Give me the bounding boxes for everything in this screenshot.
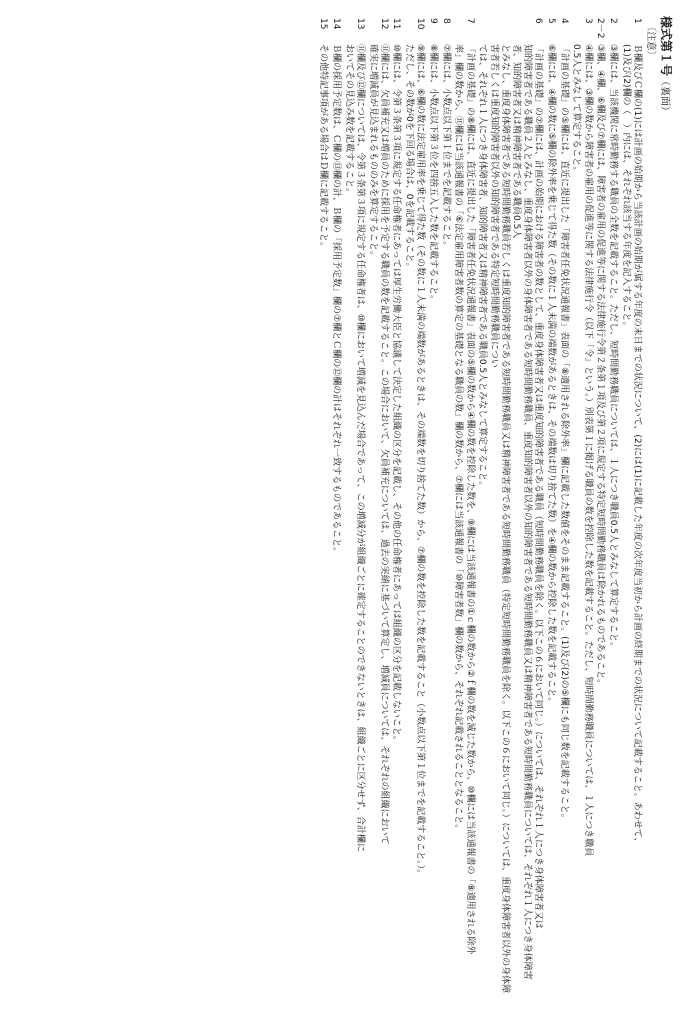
note-line: ⑧欄には、小数点以下第３位を四捨五入した数を記載すること。 <box>428 44 439 305</box>
note-number: 2－2 <box>595 18 606 39</box>
note-body <box>440 44 451 997</box>
note-number: 15 <box>318 18 329 30</box>
note-line: Ｂ欄及びＣ欄の(1)には計画の始期から当該計画の始期が属する年度の末日までの状況について、(2)には(1)に記載した年度の次年度当初から計画の終期までの状況について記載すること。あわせて、 <box>632 44 642 847</box>
note-item <box>594 16 605 997</box>
note-item <box>317 16 328 997</box>
note-body <box>558 44 569 997</box>
note-item <box>390 16 401 997</box>
note-body <box>342 44 364 997</box>
note-item <box>607 16 618 997</box>
note-item <box>342 16 364 997</box>
note-line: 0.5人とみなして算定すること。 <box>571 44 582 176</box>
note-body <box>594 44 605 997</box>
form-side-label: （裏面） <box>659 76 670 117</box>
note-line: おいてその見込み数を記載すること。 <box>343 44 354 198</box>
form-number: 様式第１号 <box>659 16 673 77</box>
note-body <box>452 44 474 997</box>
notes-heading: 〔注意〕 <box>645 22 656 61</box>
note-number: 7 <box>464 18 475 24</box>
note-item <box>620 16 642 997</box>
note-item <box>366 16 388 997</box>
note-number: 5 <box>546 18 557 24</box>
note-line: ⑨欄には、⑥欄の数に法定雇用率を乗じて得た数（その数に１人未満の端数があるときは、その端数を切り捨てた数）から、⑦欄の数を控除した数を記載すること（小数点以下第１位までを記載すること。）。 <box>415 44 426 879</box>
note-line: ③欄には、当該機関に常時勤務する職員の全数を記載すること。ただし、短時間勤務職員については、１人につき職員0.5人とみなして算定すること。 <box>608 44 619 652</box>
note-line: ただし、その数が0を下回る場合は、0を記載すること。 <box>404 44 415 272</box>
note-item <box>570 16 592 997</box>
note-item <box>452 16 474 997</box>
note-number: 2 <box>608 18 619 24</box>
note-line: 確実に増減員が見込まれるもののみを算定すること。 <box>367 44 378 261</box>
note-body <box>390 44 401 997</box>
form-title <box>657 16 673 997</box>
note-number: 10 <box>415 18 426 30</box>
note-body <box>545 44 556 997</box>
note-number: 13 <box>354 18 365 30</box>
note-line: ⑦欄には、小数点以下第１位までを記載すること。 <box>440 44 451 251</box>
note-line: 「計画の基礎」の⑤欄には、直近に提出した「障害者任免状況通報書」表面の「⑧適用される除外率」欄に記載した数値をそのまま記載すること。(1)及び(2)の⑤欄にも同じ数を記載すること。 <box>558 44 569 823</box>
note-line: ⑪欄及び⑫欄については、令第３条第３項に規定する任命権者は、⑩欄において増減を見込んだ場合であって、この増減分が組織ごとに確定することのできないときは、組織ごとに区分せず、合計欄に <box>354 44 365 852</box>
note-line: 「計画の基礎」の⑧欄には、直近に提出した「障害者任免状況通報書」表面の⑤欄の数から④欄の数を控除した数を、⑨欄には当該通報書の①ｃ欄の数から②ｆ欄の数を減じた数から、⑩欄には当該通報書の「⑧適用される除外 <box>464 44 475 955</box>
note-number: 11 <box>391 18 402 30</box>
note-line: ては、それぞれ１人につき身体障害者、知的障害者又は精神障害者である職員0.5人とみなして算定すること。 <box>477 44 488 491</box>
note-body <box>317 44 328 997</box>
note-line: ⑩欄には、令第３条第３項に規定する任命権者にあっては厚生労働大臣と協議して決定した組織の区分を記載し、その他の任命権者にあっては組織の区分を記載しないこと。 <box>391 44 402 745</box>
note-body <box>403 44 425 997</box>
note-line: Ｂ欄の採用予定数は、Ｃ欄の⑬欄の計、Ｂ欄の「採用予定数」欄の⑦欄とＣ欄の⑫欄の計はそれぞれ一致するものであること。 <box>330 44 341 557</box>
note-body <box>607 44 618 997</box>
note-line: ③欄、④欄、⑥欄及び⑦欄には、障害者の雇用の促進等に関する法律施行令第２条第１項及び第２項に規定する特定短時間勤務職員は除かれるものであること。 <box>595 44 606 689</box>
note-line: 率」欄の数から、⑪欄には当該通報書の「⑥法定雇用障害者数の算定の基礎となる職員の数」欄の数から、⑦欄には当該通報書の「⑩障害者数」欄の数から、それぞれ記載されることとなること。 <box>453 44 464 834</box>
notes-list <box>317 16 642 997</box>
note-line: ④欄には、③欄の数から障害者の雇用の促進等に関する法律施行令（以下「令」という。）別表第１に掲げる職員の数を控除した数を記載すること。ただし、短時間勤務職員については、１人につき職員 <box>582 44 593 857</box>
note-item <box>440 16 451 997</box>
note-line: その他特記事項がある場合はＤ欄に記載すること。 <box>318 44 329 252</box>
note-number: 1 <box>632 18 642 24</box>
note-item <box>558 16 569 997</box>
note-line: 知的障害者である職員２人とみなし、重度身体障害者以外の身体障害者である短時間勤務職員、重度知的障害者以外の知的障害者である短時間勤務職員又は精神障害者である短時間勤務職員については、それぞれ１人につき身体障害者、知的障害者又は精神障害者である職員0.5人 <box>510 44 533 980</box>
note-body <box>427 44 438 997</box>
note-item <box>476 16 543 997</box>
note-line: 「計画の基礎」の⑦欄には、計画の始期における障害者の数として、重度身体障害者又は重度知的障害者である職員（短時間勤務職員を除く。以下この６において同じ。）については、それぞれ１人につき身体障害者又は <box>533 44 544 929</box>
note-body <box>476 44 543 997</box>
note-line: ⑪欄には、欠員補充又は増員のために採用を予定する職員の数を記載すること。この場合において、欠員補充については、過去の実績に基づいて算定し、増減員については、それぞれの組織において <box>378 44 389 845</box>
note-item <box>403 16 425 997</box>
note-item <box>330 16 341 997</box>
note-body <box>366 44 388 997</box>
note-number: 14 <box>330 18 341 30</box>
note-item <box>545 16 556 997</box>
note-number: 12 <box>378 18 389 30</box>
note-body <box>620 44 642 997</box>
note-line: (1)及び(2)欄の（ ）内には、それぞれ該当する年度を記入すること。 <box>620 44 631 331</box>
note-line: ⑥欄には、④欄の数に⑤欄の除外率を乗じて得た数（その数に１人未満の端数があるときは、その端数は切り捨てた数）を④欄の数から控除した数を記載すること。 <box>546 44 557 707</box>
note-number: 9 <box>428 18 439 24</box>
note-number: 8 <box>440 18 451 24</box>
note-body <box>570 44 592 997</box>
note-body <box>330 44 341 997</box>
note-item <box>427 16 438 997</box>
note-line: とみなし、重度身体障害者である短時間勤務職員若しくは重度知的障害者である短時間勤務職員又は精神障害者である短時間勤務職員（特定短時間勤務職員を除く。以下この６において同じ。）については、重度身体障害者以外の身体障害者若しくは重度知的障害者以外の知的障害者である特定短時間勤務職員につい <box>488 44 510 994</box>
note-number: 6 <box>533 18 544 24</box>
note-number: 4 <box>558 18 569 24</box>
note-number: 3 <box>582 18 593 24</box>
